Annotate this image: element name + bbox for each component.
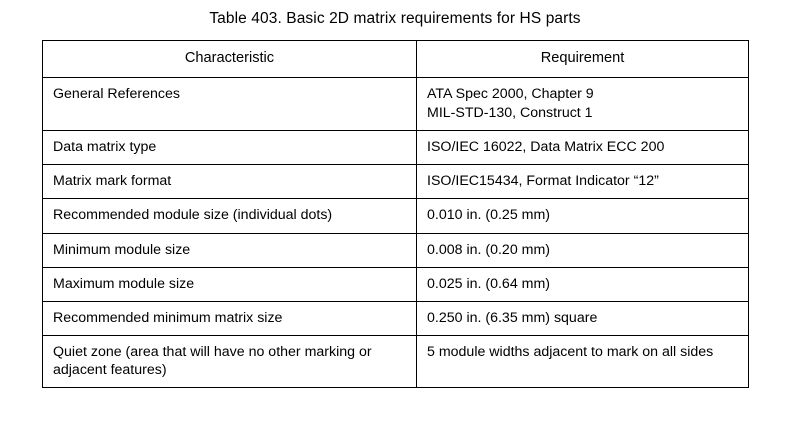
- table-header: [43, 41, 749, 78]
- requirements-table: [42, 40, 749, 388]
- column-header-characteristic: Characteristic: [43, 41, 417, 78]
- requirement-line: 0.025 in. (0.64 mm): [427, 275, 551, 292]
- requirement-line: ISO/IEC 16022, Data Matrix ECC 200: [427, 139, 665, 156]
- cell-requirement: [417, 336, 749, 388]
- cell-characteristic: Recommended minimum matrix size: [43, 301, 417, 335]
- table-container: [0, 40, 790, 388]
- cell-characteristic: Matrix mark format: [43, 165, 417, 199]
- cell-requirement: [417, 199, 749, 233]
- requirement-line: 5 module widths adjacent to mark on all sides: [427, 344, 714, 361]
- requirement-line: 0.008 in. (0.20 mm): [427, 241, 551, 258]
- cell-requirement: [417, 165, 749, 199]
- cell-characteristic: Quiet zone (area that will have no other marking or adjacent features): [43, 336, 417, 388]
- cell-characteristic: Maximum module size: [43, 267, 417, 301]
- table-body: [43, 77, 749, 388]
- cell-requirement: [417, 301, 749, 335]
- cell-characteristic: Minimum module size: [43, 233, 417, 267]
- table-row: [43, 267, 749, 301]
- column-header-requirement: Requirement: [417, 41, 749, 78]
- table-row: [43, 77, 749, 130]
- cell-characteristic: Recommended module size (individual dots): [43, 199, 417, 233]
- cell-requirement: [417, 131, 749, 165]
- requirement-line: 0.250 in. (6.35 mm) square: [427, 309, 598, 326]
- cell-requirement: [417, 77, 749, 130]
- table-row: [43, 336, 749, 388]
- requirement-line: MIL-STD-130, Construct 1: [427, 104, 593, 121]
- table-row: [43, 131, 749, 165]
- cell-requirement: [417, 233, 749, 267]
- cell-requirement: [417, 267, 749, 301]
- requirement-line: ISO/IEC15434, Format Indicator “12”: [427, 173, 659, 190]
- table-row: [43, 301, 749, 335]
- table-row: [43, 165, 749, 199]
- table-row: [43, 233, 749, 267]
- requirement-line: ATA Spec 2000, Chapter 9: [427, 85, 594, 102]
- table-header-row: [43, 41, 749, 78]
- cell-characteristic: General References: [43, 77, 417, 130]
- table-row: [43, 199, 749, 233]
- table-caption: Table 403. Basic 2D matrix requirements for HS parts: [209, 10, 581, 27]
- requirement-line: 0.010 in. (0.25 mm): [427, 207, 551, 224]
- cell-characteristic: Data matrix type: [43, 131, 417, 165]
